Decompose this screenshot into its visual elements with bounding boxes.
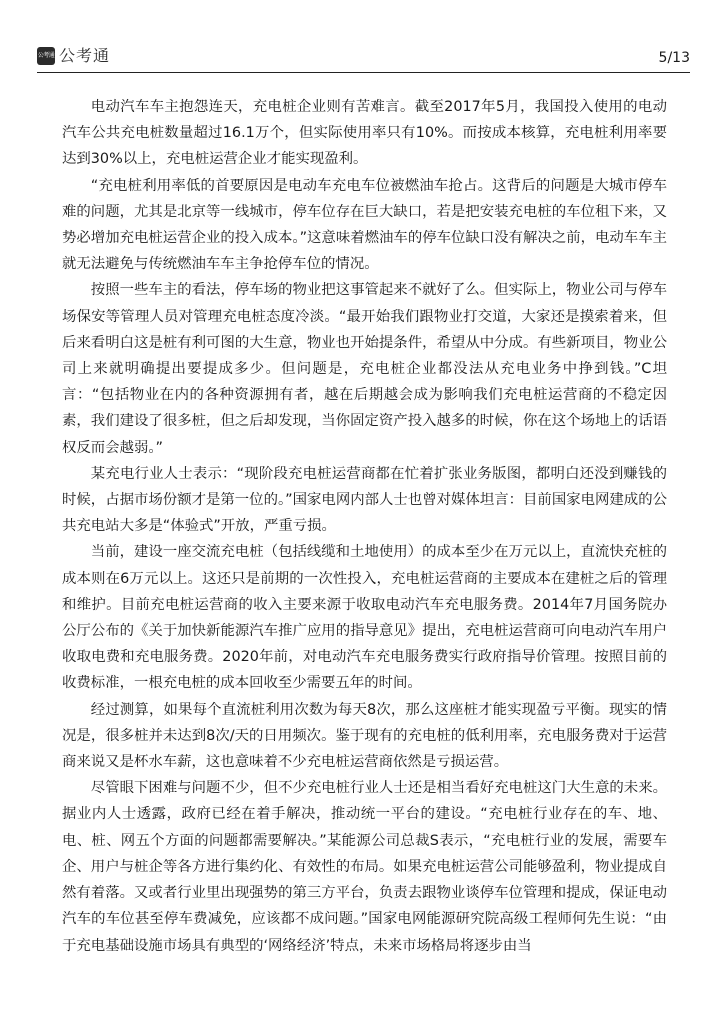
paragraph-4: 某充电行业人士表示：“现阶段充电桩运营商都在忙着扩张业务版图，都明白还没到赚钱的时候，占据市场份额才是第一位的。”国家电网内部人士也曾对媒体坦言：目前国家电网建成的公共充电站大多是“体验式”开放，严重亏损。 [62,465,667,535]
paragraph-1: 电动汽车车主抱怨连天，充电桩企业则有苦难言。截至2017年5月，我国投入使用的电动汽车公共充电桩数量超过16.1万个，但实际使用率只有10%。而按成本核算，充电桩利用率要达到30%以上，充电桩运营企业才能实现盈利。 [62,99,667,168]
paragraph-5: 当前，建设一座交流充电桩（包括线缆和土地使用）的成本至少在万元以上，直流快充桩的成本则在6万元以上。这还只是前期的一次性投入，充电桩运营商的主要成本在建桩之后的管理和维护。目前充电桩运营商的收入主要来源于收取电动汽车充电服务费。2014年7月国务院办公厅公布的《关于加快新能源汽车推广应用的指导意见》提出，充电桩运营商可向电动汽车用户收取电费和充电服务费。2020年前，对电动汽车充电服务费实行政府指导价管理。按照目前的收费标准，一根充电桩的成本回收至少需要五年的时间。 [62,544,667,692]
document-body [62,94,667,959]
paragraph-2: “充电桩利用率低的首要原因是电动车充电车位被燃油车抢占。这背后的问题是大城市停车难的问题，尤其是北京等一线城市，停车位存在巨大缺口，若是把安装充电桩的车位租下来，又势必增加充电桩运营企业的投入成本。”这意味着燃油车的停车位缺口没有解决之前，电动车车主就无法避免与传统燃油车车主争抢停车位的情况。 [62,177,667,273]
page-header [37,46,690,70]
logo-badge-icon: 公考通 [37,47,55,65]
page-number: 5/13 [658,50,690,66]
paragraph-3: 按照一些车主的看法，停车场的物业把这事管起来不就好了么。但实际上，物业公司与停车场保安等管理人员对管理充电桩态度冷淡。“最开始我们跟物业打交道，大家还是摸索着来，但后来看明白这是桩有利可图的大生意，物业也开始提条件，希望从中分成。有些新项目，物业公司上来就明确提出要提成多少。但问题是，充电桩企业都没法从充电业务中挣到钱。”C坦言：“包括物业在内的各种资源拥有者，越在后期越会成为影响我们充电桩运营商的不稳定因素，我们建设了很多桩，但之后却发现，当你固定资产投入越多的时候，你在这个场地上的话语权反而会越弱。” [62,282,667,456]
logo-text: 公考通 [59,46,111,65]
paragraph-7: 尽管眼下困难与问题不少，但不少充电桩行业人士还是相当看好充电桩这门大生意的未来。据业内人士透露，政府已经在着手解决，推动统一平台的建设。“充电桩行业存在的车、地、电、桩、网五个方面的问题都需要解决。”某能源公司总裁S表示，“充电桩行业的发展，需要车企、用户与桩企等各方进行集约化、有效性的布局。如果充电桩运营公司能够盈利，物业提成自然有着落。又或者行业里出现强势的第三方平台，负责去跟物业谈停车位管理和提成，保证电动汽车的车位甚至停车费减免，应该都不成问题。”国家电网能源研究院高级工程师何先生说：“由于充电基础设施市场具有典型的‘网络经济’特点，未来市场格局将逐步由当 [62,780,667,954]
header-divider [37,72,690,73]
paragraph-6: 经过测算，如果每个直流桩利用次数为每天8次，那么这座桩才能实现盈亏平衡。现实的情况是，很多桩并未达到8次/天的日用频次。鉴于现有的充电桩的低利用率，充电服务费对于运营商来说又是杯水车薪，这也意味着不少充电桩运营商依然是亏损运营。 [62,701,667,771]
brand-logo [37,46,110,66]
